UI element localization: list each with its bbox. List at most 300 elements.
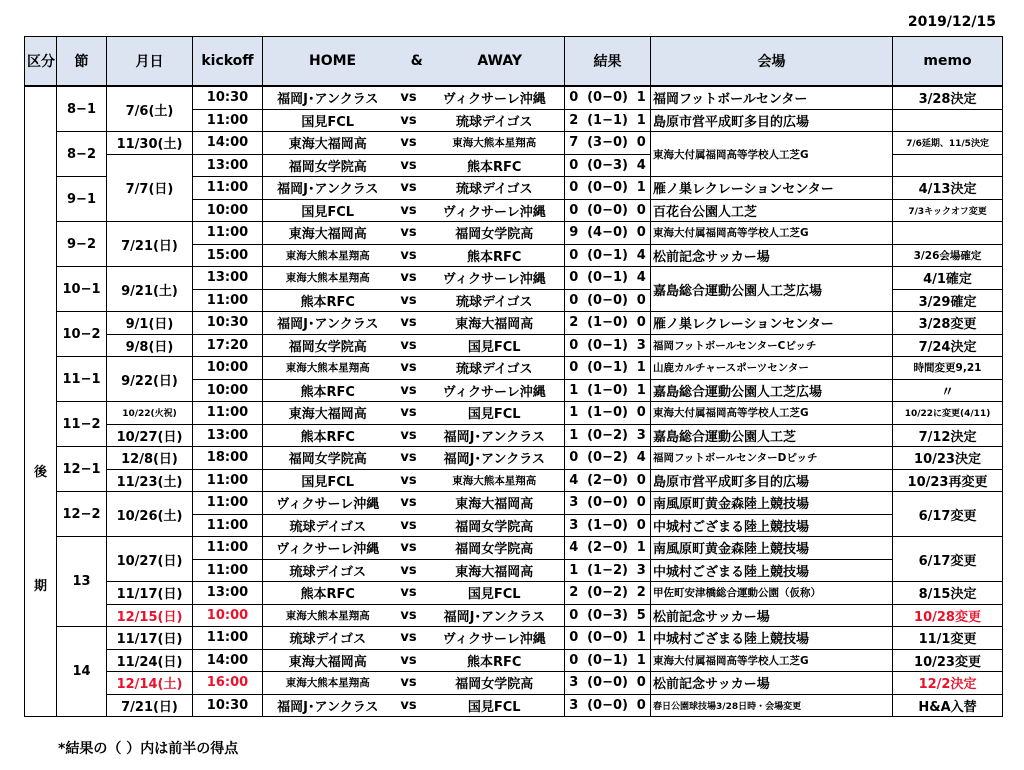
halftime-score-cell: (1−2) — [583, 559, 633, 582]
venue-cell: 南風原町黄金森陸上競技場 — [651, 492, 893, 515]
home-cell: 福岡J･アンクラス — [263, 312, 393, 335]
away-score-cell: 0 — [633, 132, 651, 155]
home-cell: 福岡J･アンクラス — [263, 86, 393, 109]
table-row — [25, 86, 1003, 109]
venue-cell: 福岡フットボールセンターDピッチ — [651, 447, 893, 470]
away-cell: 福岡女学院高 — [425, 222, 565, 245]
vs-cell: vs — [393, 424, 425, 447]
vs-cell: vs — [393, 537, 425, 560]
away-cell: 国見FCL — [425, 582, 565, 605]
memo-cell: 3/28変更 — [893, 312, 1003, 335]
date-cell: 10/22(火祝) — [107, 402, 193, 425]
home-score-cell: 0 — [565, 177, 583, 200]
footnote: *結果の（ ）内は前半の得点 — [58, 741, 239, 757]
memo-cell: 〃 — [893, 379, 1003, 402]
kickoff-cell: 10:00 — [193, 379, 263, 402]
home-score-cell: 0 — [565, 447, 583, 470]
home-score-cell: 0 — [565, 244, 583, 267]
table-row — [25, 222, 1003, 245]
table-row — [25, 267, 1003, 290]
kickoff-cell: 11:00 — [193, 222, 263, 245]
venue-cell: 東海大付属福岡高等学校人工芝G — [651, 222, 893, 245]
home-cell: 東海大熊本星翔高 — [263, 604, 393, 627]
memo-cell: 7/3キックオフ変更 — [893, 199, 1003, 222]
vs-cell: vs — [393, 514, 425, 537]
vs-cell: vs — [393, 132, 425, 155]
home-score-cell: 0 — [565, 604, 583, 627]
venue-cell: 島原市営平成町多目的広場 — [651, 109, 893, 132]
memo-cell: 3/29確定 — [893, 289, 1003, 312]
date-cell: 9/8(日) — [107, 334, 193, 357]
vs-cell: vs — [393, 267, 425, 290]
setsu-cell: 9−1 — [57, 177, 107, 222]
halftime-score-cell: (0−3) — [583, 154, 633, 177]
away-score-cell: 4 — [633, 244, 651, 267]
home-cell: 福岡J･アンクラス — [263, 694, 393, 717]
table-row — [25, 469, 1003, 492]
date-cell: 7/21(日) — [107, 222, 193, 267]
home-cell: 東海大熊本星翔高 — [263, 244, 393, 267]
away-cell: ヴィクサーレ沖縄 — [425, 379, 565, 402]
memo-cell: 3/28決定 — [893, 86, 1003, 109]
kickoff-cell: 11:00 — [193, 289, 263, 312]
date-cell: 11/17(日) — [107, 582, 193, 605]
home-cell: 東海大福岡高 — [263, 132, 393, 155]
vs-cell: vs — [393, 334, 425, 357]
schedule-table — [24, 36, 1003, 717]
venue-cell: 山鹿カルチャースポーツセンター — [651, 357, 893, 380]
halftime-score-cell: (0−1) — [583, 357, 633, 380]
home-cell: 国見FCL — [263, 109, 393, 132]
away-score-cell: 1 — [633, 86, 651, 109]
away-score-cell: 0 — [633, 289, 651, 312]
away-cell: 琉球デイゴス — [425, 177, 565, 200]
halftime-score-cell: (0−1) — [583, 334, 633, 357]
home-score-cell: 0 — [565, 334, 583, 357]
home-cell: 熊本RFC — [263, 582, 393, 605]
halftime-score-cell: (0−0) — [583, 289, 633, 312]
kickoff-cell: 11:00 — [193, 402, 263, 425]
kickoff-cell: 10:00 — [193, 199, 263, 222]
venue-cell: 雁ノ巣レクレーションセンター — [651, 312, 893, 335]
table-row — [25, 132, 1003, 155]
kickoff-cell: 13:00 — [193, 267, 263, 290]
away-cell: 福岡J･アンクラス — [425, 604, 565, 627]
away-score-cell: 0 — [633, 492, 651, 515]
kickoff-cell: 11:00 — [193, 537, 263, 560]
header-kickoff: kickoff — [193, 37, 263, 87]
home-score-cell: 0 — [565, 357, 583, 380]
venue-cell: 南風原町黄金森陸上競技場 — [651, 537, 893, 560]
table-row — [25, 447, 1003, 470]
away-score-cell: 2 — [633, 582, 651, 605]
date-cell: 11/17(日) — [107, 627, 193, 650]
home-score-cell: 0 — [565, 649, 583, 672]
home-score-cell: 2 — [565, 109, 583, 132]
vs-cell: vs — [393, 86, 425, 109]
vs-cell: vs — [393, 582, 425, 605]
vs-cell: vs — [393, 672, 425, 695]
venue-cell: 東海大付属福岡高等学校人工芝G — [651, 132, 893, 177]
away-cell: 福岡J･アンクラス — [425, 447, 565, 470]
date-cell: 7/7(日) — [107, 154, 193, 222]
memo-cell: 7/6延期、11/5決定 — [893, 132, 1003, 155]
vs-cell: vs — [393, 649, 425, 672]
venue-cell: 松前記念サッカー場 — [651, 672, 893, 695]
table-row — [25, 627, 1003, 650]
kickoff-cell: 11:00 — [193, 514, 263, 537]
home-cell: 福岡女学院高 — [263, 334, 393, 357]
home-score-cell: 1 — [565, 424, 583, 447]
home-cell: 東海大熊本星翔高 — [263, 267, 393, 290]
vs-cell: vs — [393, 379, 425, 402]
memo-cell: 10/22に変更(4/11) — [893, 402, 1003, 425]
date-cell: 11/30(土) — [107, 132, 193, 155]
header-setsu: 節 — [57, 37, 107, 87]
header-result: 結果 — [565, 37, 651, 87]
date-cell: 7/21(日) — [107, 694, 193, 717]
home-score-cell: 3 — [565, 672, 583, 695]
venue-cell: 松前記念サッカー場 — [651, 604, 893, 627]
venue-cell: 嘉島総合運動公園人工芝広場 — [651, 267, 893, 312]
venue-cell: 松前記念サッカー場 — [651, 244, 893, 267]
away-score-cell: 4 — [633, 267, 651, 290]
home-score-cell: 0 — [565, 199, 583, 222]
vs-cell: vs — [393, 559, 425, 582]
date-cell: 10/27(日) — [107, 537, 193, 582]
memo-cell: 4/1確定 — [893, 267, 1003, 290]
away-score-cell: 5 — [633, 604, 651, 627]
header-home-away — [263, 37, 565, 87]
setsu-cell: 8−1 — [57, 86, 107, 132]
home-score-cell: 0 — [565, 86, 583, 109]
header-date: 月日 — [107, 37, 193, 87]
kickoff-cell: 13:00 — [193, 582, 263, 605]
document-date: 2019/12/15 — [907, 14, 996, 30]
kickoff-cell: 14:00 — [193, 132, 263, 155]
header-away: AWAY — [477, 53, 522, 69]
venue-cell: 東海大付属福岡高等学校人工芝G — [651, 402, 893, 425]
halftime-score-cell: (1−1) — [583, 109, 633, 132]
home-score-cell: 9 — [565, 222, 583, 245]
home-score-cell: 0 — [565, 154, 583, 177]
away-score-cell: 1 — [633, 177, 651, 200]
memo-cell: 3/26会場確定 — [893, 244, 1003, 267]
away-cell: 熊本RFC — [425, 649, 565, 672]
home-cell: 熊本RFC — [263, 379, 393, 402]
table-row — [25, 334, 1003, 357]
away-cell: ヴィクサーレ沖縄 — [425, 627, 565, 650]
away-cell: 東海大熊本星翔高 — [425, 469, 565, 492]
kickoff-cell: 10:00 — [193, 357, 263, 380]
setsu-cell: 12−2 — [57, 492, 107, 537]
date-cell: 12/15(日) — [107, 604, 193, 627]
kickoff-cell: 15:00 — [193, 244, 263, 267]
table-row — [25, 672, 1003, 695]
venue-cell: 中城村ござまる陸上競技場 — [651, 514, 893, 537]
memo-cell: 8/15決定 — [893, 582, 1003, 605]
venue-cell: 嘉島総合運動公園人工芝広場 — [651, 379, 893, 402]
away-cell: ヴィクサーレ沖縄 — [425, 267, 565, 290]
setsu-cell: 13 — [57, 537, 107, 627]
memo-cell — [893, 154, 1003, 177]
home-score-cell: 0 — [565, 627, 583, 650]
away-cell: 福岡J･アンクラス — [425, 424, 565, 447]
halftime-score-cell: (0−0) — [583, 627, 633, 650]
memo-cell: 10/23決定 — [893, 447, 1003, 470]
vs-cell: vs — [393, 469, 425, 492]
away-score-cell: 3 — [633, 424, 651, 447]
table-row — [25, 649, 1003, 672]
memo-cell: 11/1変更 — [893, 627, 1003, 650]
halftime-score-cell: (0−1) — [583, 649, 633, 672]
kickoff-cell: 10:30 — [193, 694, 263, 717]
memo-cell: 時間変更9,21 — [893, 357, 1003, 380]
date-cell: 7/6(土) — [107, 86, 193, 132]
away-score-cell: 1 — [633, 357, 651, 380]
vs-cell: vs — [393, 222, 425, 245]
home-cell: 熊本RFC — [263, 424, 393, 447]
away-cell: 東海大熊本星翔高 — [425, 132, 565, 155]
vs-cell: vs — [393, 627, 425, 650]
vs-cell: vs — [393, 109, 425, 132]
vs-cell: vs — [393, 312, 425, 335]
table-row — [25, 357, 1003, 380]
home-score-cell: 4 — [565, 469, 583, 492]
header-kubun: 区分 — [25, 37, 57, 87]
away-cell: 国見FCL — [425, 402, 565, 425]
halftime-score-cell: (4−0) — [583, 222, 633, 245]
kickoff-cell: 10:30 — [193, 312, 263, 335]
home-score-cell: 1 — [565, 559, 583, 582]
vs-cell: vs — [393, 244, 425, 267]
setsu-cell: 12−1 — [57, 447, 107, 492]
away-score-cell: 0 — [633, 469, 651, 492]
home-cell: 琉球デイゴス — [263, 559, 393, 582]
memo-cell: 7/24決定 — [893, 334, 1003, 357]
header-amp: & — [410, 53, 423, 69]
vs-cell: vs — [393, 357, 425, 380]
setsu-cell: 9−2 — [57, 222, 107, 267]
away-score-cell: 4 — [633, 447, 651, 470]
halftime-score-cell: (3−0) — [583, 132, 633, 155]
away-cell: 東海大福岡高 — [425, 559, 565, 582]
memo-cell: 4/13決定 — [893, 177, 1003, 200]
kickoff-cell: 11:00 — [193, 177, 263, 200]
halftime-score-cell: (1−0) — [583, 402, 633, 425]
home-cell: 福岡J･アンクラス — [263, 177, 393, 200]
away-cell: 福岡女学院高 — [425, 672, 565, 695]
away-score-cell: 0 — [633, 694, 651, 717]
memo-cell: 6/17変更 — [893, 492, 1003, 537]
home-cell: 福岡女学院高 — [263, 154, 393, 177]
memo-cell: 6/17変更 — [893, 537, 1003, 582]
date-cell: 9/21(土) — [107, 267, 193, 312]
halftime-score-cell: (0−1) — [583, 244, 633, 267]
kickoff-cell: 11:00 — [193, 559, 263, 582]
away-score-cell: 1 — [633, 627, 651, 650]
away-cell: 福岡女学院高 — [425, 537, 565, 560]
halftime-score-cell: (0−0) — [583, 694, 633, 717]
venue-cell: 甲佐町安津橋総合運動公園（仮称） — [651, 582, 893, 605]
kickoff-cell: 18:00 — [193, 447, 263, 470]
home-cell: 東海大熊本星翔高 — [263, 357, 393, 380]
table-row — [25, 582, 1003, 605]
halftime-score-cell: (0−0) — [583, 177, 633, 200]
away-score-cell: 0 — [633, 672, 651, 695]
home-cell: 琉球デイゴス — [263, 514, 393, 537]
kickoff-cell: 10:30 — [193, 86, 263, 109]
half-label-second: 期 — [33, 579, 47, 595]
kickoff-cell: 17:20 — [193, 334, 263, 357]
home-cell: 東海大福岡高 — [263, 222, 393, 245]
home-score-cell: 3 — [565, 514, 583, 537]
home-score-cell: 7 — [565, 132, 583, 155]
away-score-cell: 1 — [633, 649, 651, 672]
kickoff-cell: 11:00 — [193, 109, 263, 132]
away-score-cell: 3 — [633, 559, 651, 582]
home-cell: 東海大福岡高 — [263, 649, 393, 672]
home-score-cell: 2 — [565, 312, 583, 335]
table-row — [25, 424, 1003, 447]
date-cell: 12/14(土) — [107, 672, 193, 695]
venue-cell: 雁ノ巣レクレーションセンター — [651, 177, 893, 200]
half-season-cell — [25, 86, 57, 717]
home-cell: 東海大熊本星翔高 — [263, 672, 393, 695]
home-score-cell: 1 — [565, 402, 583, 425]
kickoff-cell: 11:00 — [193, 627, 263, 650]
away-cell: ヴィクサーレ沖縄 — [425, 86, 565, 109]
vs-cell: vs — [393, 492, 425, 515]
away-cell: ヴィクサーレ沖縄 — [425, 199, 565, 222]
halftime-score-cell: (0−2) — [583, 582, 633, 605]
away-cell: 熊本RFC — [425, 154, 565, 177]
venue-cell: 福岡フットボールセンター — [651, 86, 893, 109]
kickoff-cell: 11:00 — [193, 492, 263, 515]
away-score-cell: 0 — [633, 199, 651, 222]
halftime-score-cell: (0−0) — [583, 199, 633, 222]
kickoff-cell: 13:00 — [193, 154, 263, 177]
date-cell: 9/1(日) — [107, 312, 193, 335]
venue-cell: 春日公園球技場3/28日時・会場変更 — [651, 694, 893, 717]
home-cell: ヴィクサーレ沖縄 — [263, 492, 393, 515]
table-row — [25, 694, 1003, 717]
halftime-score-cell: (2−0) — [583, 469, 633, 492]
away-score-cell: 3 — [633, 334, 651, 357]
vs-cell: vs — [393, 199, 425, 222]
header-row — [25, 37, 1003, 87]
kickoff-cell: 10:00 — [193, 604, 263, 627]
vs-cell: vs — [393, 289, 425, 312]
memo-cell: H&A入替 — [893, 694, 1003, 717]
away-score-cell: 1 — [633, 379, 651, 402]
memo-cell — [893, 109, 1003, 132]
date-cell: 10/26(土) — [107, 492, 193, 537]
halftime-score-cell: (0−0) — [583, 492, 633, 515]
halftime-score-cell: (1−0) — [583, 379, 633, 402]
kickoff-cell: 14:00 — [193, 649, 263, 672]
kickoff-cell: 16:00 — [193, 672, 263, 695]
away-cell: 琉球デイゴス — [425, 109, 565, 132]
away-cell: 福岡女学院高 — [425, 514, 565, 537]
memo-cell — [893, 222, 1003, 245]
home-score-cell: 0 — [565, 267, 583, 290]
vs-cell: vs — [393, 604, 425, 627]
memo-cell: 10/23変更 — [893, 649, 1003, 672]
header-memo: memo — [893, 37, 1003, 87]
vs-cell: vs — [393, 177, 425, 200]
half-label-first: 後 — [33, 464, 47, 480]
away-cell: 国見FCL — [425, 694, 565, 717]
away-score-cell: 0 — [633, 222, 651, 245]
home-cell: 琉球デイゴス — [263, 627, 393, 650]
memo-cell: 7/12決定 — [893, 424, 1003, 447]
memo-cell: 10/28変更 — [893, 604, 1003, 627]
home-score-cell: 3 — [565, 694, 583, 717]
vs-cell: vs — [393, 154, 425, 177]
away-score-cell: 1 — [633, 537, 651, 560]
away-score-cell: 0 — [633, 514, 651, 537]
setsu-cell: 11−2 — [57, 402, 107, 447]
kickoff-cell: 11:00 — [193, 469, 263, 492]
halftime-score-cell: (0−2) — [583, 447, 633, 470]
table-row — [25, 537, 1003, 560]
away-cell: 熊本RFC — [425, 244, 565, 267]
table-row — [25, 402, 1003, 425]
home-score-cell: 3 — [565, 492, 583, 515]
home-score-cell: 0 — [565, 289, 583, 312]
memo-cell: 12/2決定 — [893, 672, 1003, 695]
venue-cell: 百花台公園人工芝 — [651, 199, 893, 222]
halftime-score-cell: (2−0) — [583, 537, 633, 560]
venue-cell: 東海大付属福岡高等学校人工芝G — [651, 649, 893, 672]
setsu-cell: 11−1 — [57, 357, 107, 402]
halftime-score-cell: (1−0) — [583, 514, 633, 537]
vs-cell: vs — [393, 447, 425, 470]
table-row — [25, 312, 1003, 335]
venue-cell: 嘉島総合運動公園人工芝 — [651, 424, 893, 447]
away-cell: 琉球デイゴス — [425, 289, 565, 312]
home-cell: 国見FCL — [263, 199, 393, 222]
setsu-cell: 8−2 — [57, 132, 107, 177]
home-cell: 東海大福岡高 — [263, 402, 393, 425]
date-cell: 10/27(日) — [107, 424, 193, 447]
home-cell: 熊本RFC — [263, 289, 393, 312]
setsu-cell: 14 — [57, 627, 107, 717]
away-score-cell: 1 — [633, 109, 651, 132]
date-cell: 11/24(日) — [107, 649, 193, 672]
halftime-score-cell: (0−1) — [583, 267, 633, 290]
table-row — [25, 604, 1003, 627]
away-cell: 琉球デイゴス — [425, 357, 565, 380]
vs-cell: vs — [393, 694, 425, 717]
kickoff-cell: 13:00 — [193, 424, 263, 447]
away-cell: 東海大福岡高 — [425, 492, 565, 515]
venue-cell: 島原市営平成町多目的広場 — [651, 469, 893, 492]
away-score-cell: 0 — [633, 402, 651, 425]
halftime-score-cell: (0−3) — [583, 604, 633, 627]
header-home: HOME — [309, 53, 357, 69]
setsu-cell: 10−1 — [57, 267, 107, 312]
venue-cell: 中城村ござまる陸上競技場 — [651, 559, 893, 582]
away-score-cell: 0 — [633, 312, 651, 335]
header-venue: 会場 — [651, 37, 893, 87]
away-cell: 国見FCL — [425, 334, 565, 357]
vs-cell: vs — [393, 402, 425, 425]
away-cell: 東海大福岡高 — [425, 312, 565, 335]
venue-cell: 福岡フットボールセンターCピッチ — [651, 334, 893, 357]
home-cell: 福岡女学院高 — [263, 447, 393, 470]
